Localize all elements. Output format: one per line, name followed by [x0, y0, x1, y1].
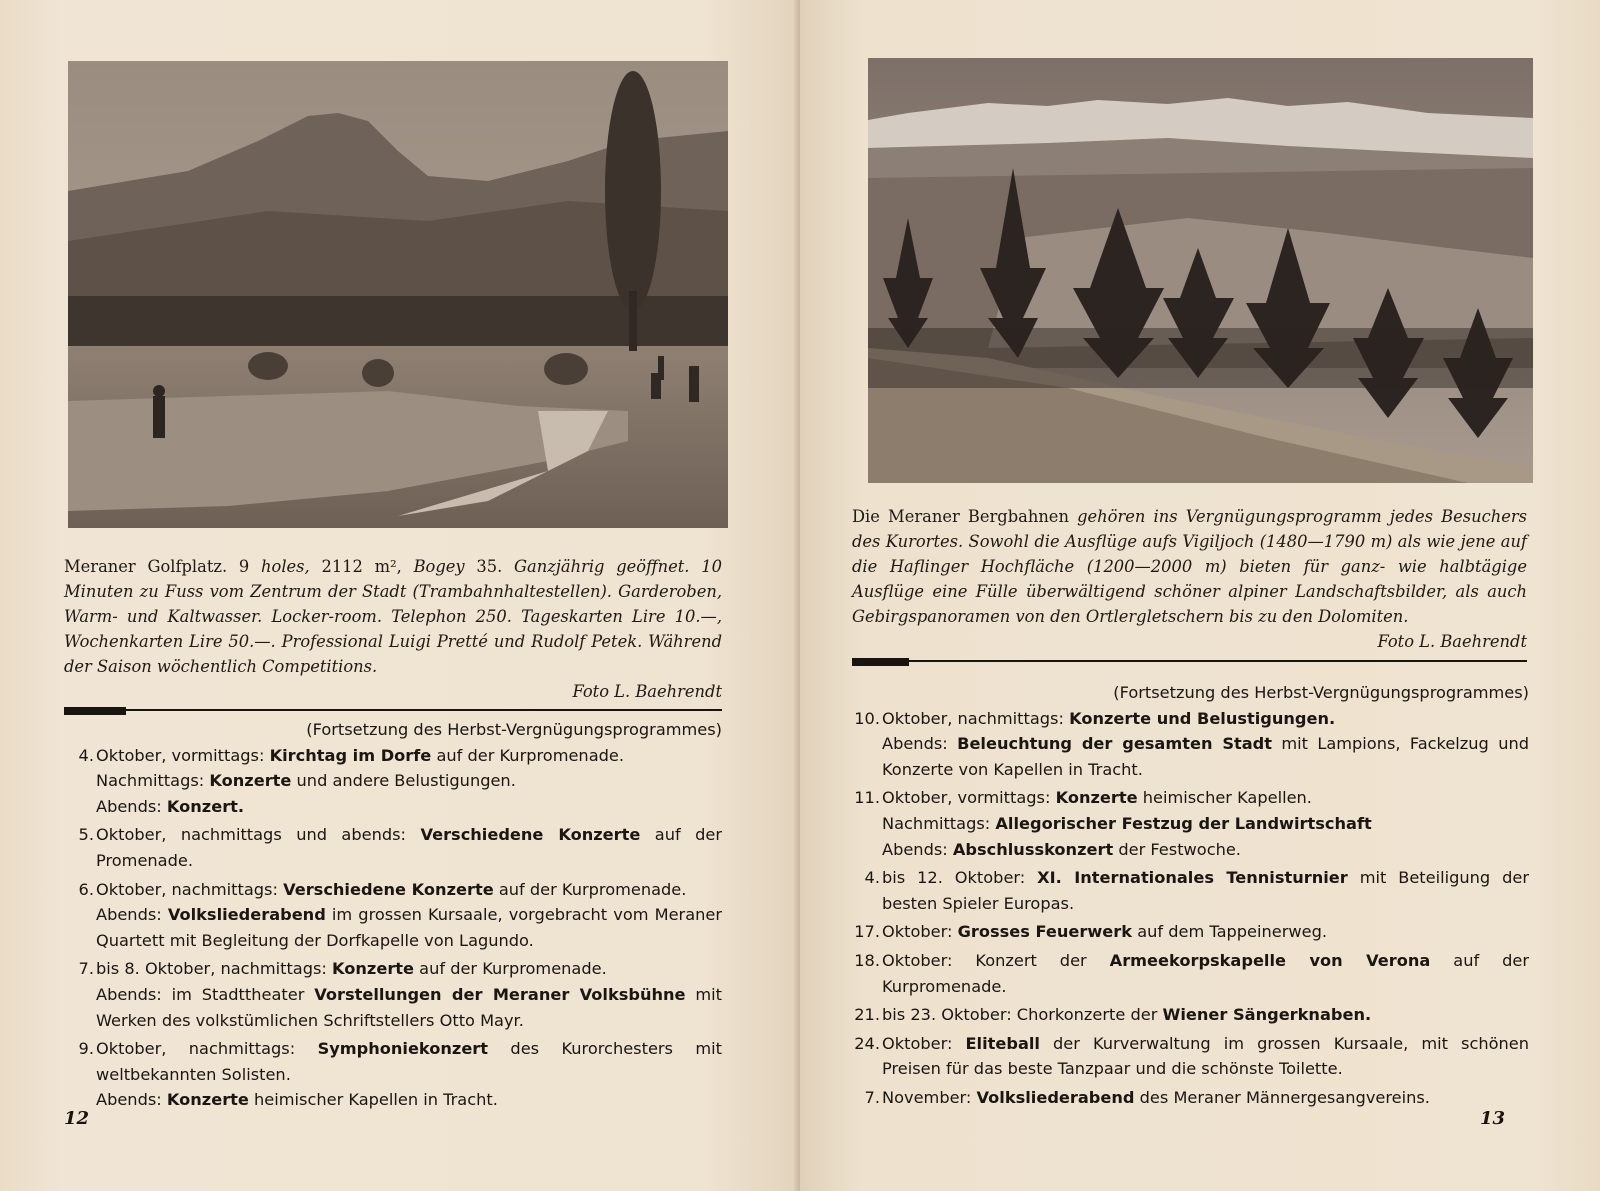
entry-bold-text: Allegorischer Festzug der Landwirtschaft: [995, 813, 1372, 833]
entry-post-text: heimischer Kapellen in Tracht.: [248, 1090, 498, 1110]
entry-pre-text: Abends:: [882, 839, 953, 859]
entry-post-text: und andere Belustigungen.: [291, 771, 516, 791]
program-entry: [852, 706, 1529, 783]
page-number: 12: [64, 1108, 90, 1129]
entry-bold-text: Eliteball: [965, 1033, 1040, 1053]
entry-line: [96, 902, 722, 953]
entry-bold-text: XI. Internationales Tennisturnier: [1037, 868, 1348, 888]
entry-pre-text: Oktober, nachmittags:: [96, 1039, 318, 1059]
caption-holes: 9: [238, 557, 250, 576]
entry-bold-text: Grosses Feuerwerk: [957, 922, 1133, 942]
entry-post-text: mit Werken des volkstümlichen Schriftstellers Otto Mayr.: [96, 984, 722, 1030]
entry-post-text: auf der Kurpromenade.: [882, 950, 1530, 996]
entry-post-text: im grossen Kursaale, vorgebracht vom Meraner Quartett mit Begleitung der Dorfkapelle von Lagundo.: [96, 905, 722, 950]
entry-bold-text: Armeekorpskapelle von Verona: [1109, 950, 1431, 970]
entry-bold-text: Abschlusskonzert: [952, 839, 1114, 859]
program-entry: [852, 1002, 1529, 1028]
program-entry: [66, 743, 722, 820]
entry-number: 17.: [854, 922, 880, 942]
entry-line: [96, 956, 722, 982]
caption-holes-label: holes,: [261, 557, 310, 576]
entry-bold-text: Verschiedene Konzerte: [283, 879, 494, 899]
program-entry: [66, 877, 722, 954]
entry-number: 7.: [78, 959, 94, 979]
entry-pre-text: Oktober:: [882, 922, 958, 942]
photo-credit: Foto L. Baehrendt: [1377, 632, 1527, 651]
entry-line: [882, 1002, 1529, 1028]
entry-post-text: heimischer Kapellen.: [1137, 788, 1312, 808]
entry-line: [96, 822, 722, 873]
entry-bold-text: Beleuchtung der gesamten Stadt: [957, 734, 1272, 754]
entry-pre-text: Abends:: [96, 1090, 167, 1110]
entry-pre-text: Oktober:: [882, 1033, 966, 1053]
entry-number: 4.: [78, 745, 94, 765]
entry-post-text: auf dem Tappeinerweg.: [1132, 922, 1327, 942]
program-entry: [852, 865, 1529, 916]
program-entry: [852, 948, 1529, 999]
program-entry: [852, 785, 1529, 862]
entry-bold-text: Verschiedene Konzerte: [420, 825, 641, 845]
entry-pre-text: Abends: im Stadttheater: [96, 984, 315, 1004]
entry-bold-text: Symphoniekonzert: [317, 1039, 489, 1059]
entry-pre-text: Oktober, nachmittags:: [96, 879, 284, 899]
entry-bold-text: Konzerte: [166, 1090, 249, 1110]
entry-bold-text: Volksliederabend: [976, 1087, 1135, 1107]
program-entry: [852, 919, 1529, 945]
entry-number: 10.: [854, 708, 880, 728]
program-entries: [66, 743, 722, 1113]
entry-pre-text: Oktober, vormittags:: [882, 788, 1056, 808]
entry-line: [96, 1036, 722, 1087]
entry-line: [96, 877, 722, 903]
entry-line: [882, 785, 1529, 811]
program-entry: [852, 1085, 1529, 1111]
entry-line: [96, 768, 722, 794]
divider-rule: [64, 709, 722, 711]
entry-post-text: auf der Kurpromenade.: [431, 745, 624, 765]
entry-number: 21.: [854, 1005, 880, 1025]
entry-pre-text: bis 23. Oktober: Chorkonzerte der: [882, 1005, 1163, 1025]
entry-post-text: mit Lampions, Fackelzug und Konzerte von Kapellen in Tracht.: [882, 734, 1529, 779]
entry-bold-text: Konzert.: [166, 796, 245, 816]
entry-number: 9.: [78, 1039, 94, 1059]
entry-pre-text: Nachmittags:: [96, 771, 210, 791]
entry-line: [96, 1087, 722, 1113]
entry-pre-text: Abends:: [96, 905, 168, 925]
entry-pre-text: Oktober, nachmittags und abends:: [96, 825, 421, 845]
bergbahn-caption: [852, 504, 1527, 654]
entry-pre-text: Oktober, nachmittags:: [882, 708, 1070, 728]
program-heading: (Fortsetzung des Herbst-Vergnügungsprogrammes): [306, 720, 722, 739]
entry-pre-text: Oktober: Konzert der: [882, 950, 1110, 970]
program-heading: (Fortsetzung des Herbst-Vergnügungsprogrammes): [1113, 683, 1529, 702]
entry-pre-text: Nachmittags:: [882, 813, 996, 833]
entry-post-text: der Kurverwaltung im grossen Kursaale, mit schönen Preisen für das beste Tanzpaar und die schönste Toilette.: [882, 1033, 1529, 1079]
entry-bold-text: Vorstellungen der Meraner Volksbühne: [314, 984, 686, 1004]
entry-post-text: des Meraner Männergesangvereins.: [1134, 1087, 1430, 1107]
entry-post-text: des Kurorchesters mit weltbekannten Solisten.: [96, 1039, 722, 1084]
entry-number: 4.: [864, 868, 880, 888]
entry-bold-text: Wiener Sängerknaben.: [1162, 1005, 1372, 1025]
caption-bogey: 35.: [476, 557, 503, 576]
golf-course-photo: [68, 61, 728, 528]
entry-number: 7.: [864, 1087, 880, 1107]
page-number: 13: [1480, 1108, 1506, 1129]
caption-text: gehören ins Vergnügungsprogramm jedes Besuchers des Kurortes. Sowohl die Ausflüge aufs Vigiljoch (1480—1790 m) als wie jene auf die Haflinger Hochfläche (1200—2000 m) bieten für ganz- wie halbtägige Ausflüge eine Fülle überwältigend schöner alpiner Landschaftsbilder, als auch Gebirgspanoramen von den Ortlergletschern bis zu den Dolomiten.: [852, 507, 1527, 626]
entry-number: 24.: [854, 1033, 880, 1053]
entry-line: [882, 837, 1529, 863]
entry-bold-text: Volksliederabend: [167, 905, 326, 925]
program-entry: [852, 1031, 1529, 1082]
entry-post-text: der Festwoche.: [1113, 839, 1241, 859]
entry-line: [882, 1085, 1529, 1111]
entry-post-text: auf der Kurpromenade.: [414, 959, 607, 979]
entry-line: [882, 919, 1529, 945]
program-entry: [66, 1036, 722, 1113]
mountain-landscape-photo: [868, 58, 1533, 483]
entry-line: [882, 1031, 1529, 1082]
entry-line: [96, 794, 722, 820]
entry-pre-text: bis 12. Oktober:: [882, 868, 1038, 888]
entry-pre-text: Oktober, vormittags:: [96, 745, 270, 765]
entry-line: [882, 811, 1529, 837]
entry-number: 11.: [854, 788, 880, 808]
caption-place: Meraner Golfplatz.: [64, 557, 228, 576]
entry-post-text: auf der Promenade.: [96, 825, 722, 870]
entry-bold-text: Konzerte: [1055, 788, 1138, 808]
entry-pre-text: bis 8. Oktober, nachmittags:: [96, 959, 333, 979]
caption-bogey-label: Bogey: [413, 557, 465, 576]
entry-post-text: mit Beteiligung der besten Spieler Europas.: [882, 868, 1529, 913]
program-entry: [66, 956, 722, 1033]
entry-bold-text: Konzerte: [332, 959, 415, 979]
golf-caption: [64, 554, 722, 704]
entry-pre-text: November:: [882, 1087, 977, 1107]
right-page: [800, 0, 1600, 1191]
entry-pre-text: Abends:: [882, 734, 958, 754]
right-program-list: [852, 680, 1529, 1114]
program-entry: [66, 822, 722, 873]
caption-area: 2112 m²,: [321, 557, 402, 576]
entry-line: [882, 706, 1529, 732]
entry-line: [96, 982, 722, 1033]
entry-bold-text: Kirchtag im Dorfe: [269, 745, 432, 765]
entry-number: 6.: [78, 879, 94, 899]
entry-post-text: auf der Kurpromenade.: [493, 879, 687, 899]
entry-bold-text: Konzerte und Belustigungen.: [1069, 708, 1336, 728]
entry-line: [882, 865, 1529, 916]
entry-number: 18.: [854, 950, 880, 970]
left-program-list: [66, 717, 722, 1116]
caption-rest: Ganzjährig geöffnet. 10 Minuten zu Fuss vom Zentrum der Stadt (Trambahnhaltestellen). Garderoben, Warm- und Kaltwasser. Locker-room. Telephon 250. Tageskarten Lire 10.—, Wochenkarten Lire 50.—. Professional Luigi Pretté und Rudolf Petek. Während der Saison wöchentlich Competitions.: [64, 557, 722, 676]
divider-rule: [852, 660, 1527, 662]
entry-number: 5.: [78, 825, 94, 845]
entry-line: [96, 743, 722, 769]
entry-bold-text: Konzerte: [209, 771, 292, 791]
entry-pre-text: Abends:: [96, 796, 167, 816]
program-entries: [852, 706, 1529, 1111]
entry-line: [882, 731, 1529, 782]
photo-credit: Foto L. Baehrendt: [572, 682, 722, 701]
entry-line: [882, 948, 1529, 999]
caption-lead: Die Meraner Bergbahnen: [852, 507, 1069, 526]
